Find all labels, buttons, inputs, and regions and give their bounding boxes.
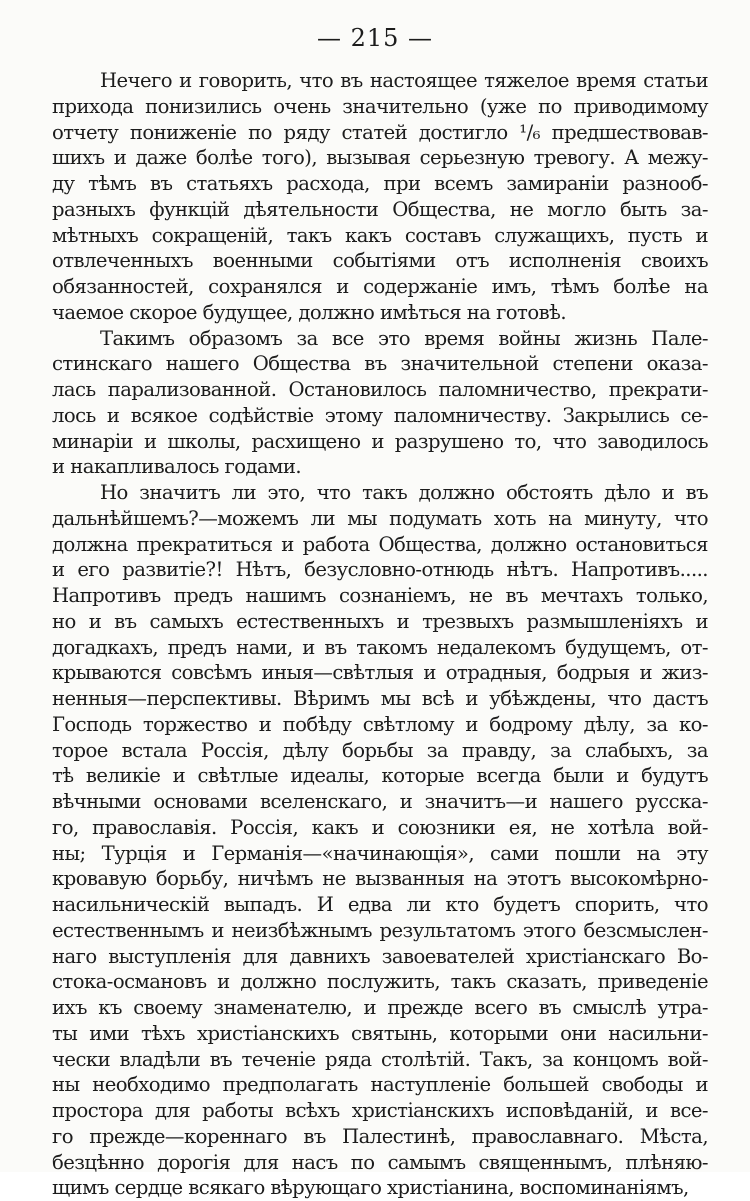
text-line: но и въ самыхъ естественныхъ и трезвыхъ размышленіяхъ и (52, 609, 708, 633)
text-line: Напротивъ предъ нашимъ сознаніемъ, не въ мечтахъ только, (52, 584, 708, 607)
text-line: мѣтныхъ сокращеній, такъ какъ составъ служащихъ, пусть и (52, 223, 708, 247)
text-line: дальнѣйшемъ?—можемъ ли мы подумать хоть на минуту, что (52, 506, 708, 530)
text-line: естественнымъ и неизбѣжнымъ результатомъ этого безсмыслен- (52, 918, 708, 942)
paragraph-1 (52, 68, 708, 326)
text-line: ны необходимо предполагать наступленіе большей свободы и (52, 1073, 708, 1097)
text-line: прихода понизились очень значительно (уже по приводимому (52, 94, 708, 118)
text-line: стинскаго нашего Общества въ значительной степени оказа- (52, 352, 708, 376)
text-line: безцѣнно дорогія для насъ по самымъ священнымъ, плѣняю- (52, 1150, 708, 1174)
text-line: лось и всякое содѣйствіе этому паломничеству. Закрылись се- (52, 403, 708, 427)
text-line: ненныя—перспективы. Вѣримъ мы всѣ и убѣждены, что дастъ (52, 687, 708, 710)
text-body (52, 68, 708, 1201)
text-line: и его развитіе?! Нѣтъ, безусловно-отнюдь нѣтъ. Напротивъ..... (52, 558, 708, 582)
text-line: должна прекратиться и работа Общества, должно остановиться (52, 532, 708, 556)
text-line: отвлеченныхъ военными событіями отъ исполненія своихъ (52, 249, 708, 273)
text-line: торое встала Россія, дѣлу борьбы за правду, за слабыхъ, за (52, 738, 708, 762)
page-number: — 215 — (316, 24, 434, 52)
text-line: кровавую борьбу, ничѣмъ не вызванныя на этотъ высокомѣрно- (52, 867, 708, 891)
text-line: чаемое скорое будущее, должно имѣться на готовѣ. (52, 300, 566, 324)
text-line: тѣ великіе и свѣтлые идеалы, которые всегда были и будутъ (52, 764, 708, 788)
text-line: наго выступленія для давнихъ завоевателей христіанскаго Во- (52, 944, 708, 968)
text-line: щимъ сердце всякаго вѣрующаго христіанина, воспоминаніямъ, (52, 1176, 689, 1200)
text-line: Нечего и говорить, что въ настоящее тяжелое время статьи (100, 69, 708, 92)
text-line: Но значитъ ли это, что такъ должно обстоять дѣло и въ (100, 481, 708, 504)
text-line: го, православія. Россія, какъ и союзники ея, не хотѣла вой- (52, 815, 708, 839)
text-line: ду тѣмъ въ статьяхъ расхода, при всемъ замираніи разнооб- (52, 172, 708, 195)
paragraph-2 (52, 326, 708, 481)
text-line: и накапливалось годами. (52, 455, 302, 479)
text-line: шихъ и даже болѣе того), вызывая серьезную тревогу. А межу- (52, 146, 708, 170)
text-line: ты ими тѣхъ христіанскихъ святынь, которыми они насильни- (52, 1021, 708, 1045)
text-line: отчету пониженіе по ряду статей достигло ¹/₆ предшествовав- (52, 120, 708, 144)
text-line: Такимъ образомъ за все это время войны жизнь Пале- (100, 326, 708, 350)
text-line: догадкахъ, предъ нами, и въ такомъ недалекомъ будущемъ, от- (52, 635, 708, 659)
text-line: ны; Турція и Германія—«начинающія», сами пошли на эту (52, 841, 708, 865)
text-line: вѣчными основами вселенскаго, и значитъ—и нашего русска- (52, 790, 708, 813)
text-line: разныхъ функцій дѣятельности Общества, не могло быть за- (52, 197, 708, 221)
text-line: минаріи и школы, расхищено и разрушено то, что заводилось (52, 429, 708, 453)
text-line: чески владѣли въ теченіе ряда столѣтій. Такъ, за концомъ вой- (52, 1047, 708, 1071)
text-line: простора для работы всѣхъ христіанскихъ исповѣданій, и все- (52, 1099, 708, 1122)
text-line: насильническій выпадъ. И едва ли кто будетъ спорить, что (52, 893, 708, 916)
text-line: Господь торжество и побѣду свѣтлому и бодрому дѣлу, за ко- (52, 712, 708, 736)
text-line: крываются совсѣмъ иныя—свѣтлыя и отрадныя, бодрыя и жиз- (52, 661, 708, 685)
paragraph-3 (52, 480, 708, 1201)
text-line: стока-османовъ и должно послужить, такъ сказать, приведеніе (52, 970, 708, 994)
text-line: ихъ къ своему знаменателю, и прежде всего въ смыслѣ утра- (52, 996, 708, 1019)
text-line: обязанностей, сохранялся и содержаніе имъ, тѣмъ болѣе на (52, 275, 708, 298)
text-line: лась парализованной. Остановилось паломничество, прекрати- (52, 378, 708, 401)
text-line: го прежде—кореннаго въ Палестинѣ, православнаго. Мѣста, (52, 1124, 708, 1148)
